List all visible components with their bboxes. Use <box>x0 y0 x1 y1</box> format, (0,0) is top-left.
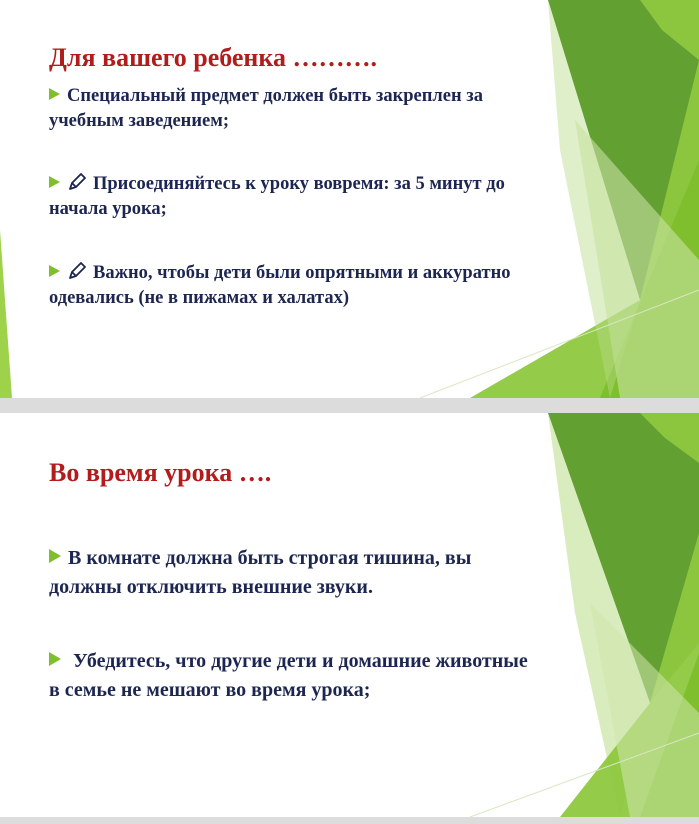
slide-1-bullet-1 <box>49 84 549 134</box>
slide-1-bullet-2 <box>49 172 549 222</box>
arrow-icon <box>49 265 60 277</box>
pencil-icon <box>67 261 87 281</box>
bullet-text: Присоединяйтесь к уроку вовремя: за 5 минут до начала урока; <box>49 174 505 219</box>
slide-1-bullet-3 <box>49 261 549 311</box>
slide-2-bullet-2 <box>49 647 529 705</box>
pencil-icon <box>67 172 87 192</box>
bullet-text: Убедитесь, что другие дети и домашние животные в семье не мешают во время урока; <box>49 650 528 701</box>
arrow-icon <box>49 88 60 100</box>
bullet-text: В комнате должна быть строгая тишина, вы должны отключить внешние звуки. <box>49 547 472 598</box>
slide-2 <box>0 413 699 817</box>
slide-2-title: Во время урока …. <box>49 458 272 487</box>
slide-1-title: Для вашего ребенка ………. <box>49 43 377 72</box>
bullet-text: Важно, чтобы дети были опрятными и аккуратно одевались (не в пижамах и халатах) <box>49 263 511 308</box>
slide-2-bullet-1 <box>49 544 529 602</box>
arrow-icon <box>49 549 61 563</box>
arrow-icon <box>49 652 61 666</box>
bullet-text: Специальный предмет должен быть закреплен за учебным заведением; <box>49 86 483 131</box>
arrow-icon <box>49 176 60 188</box>
slide-1 <box>0 0 699 398</box>
